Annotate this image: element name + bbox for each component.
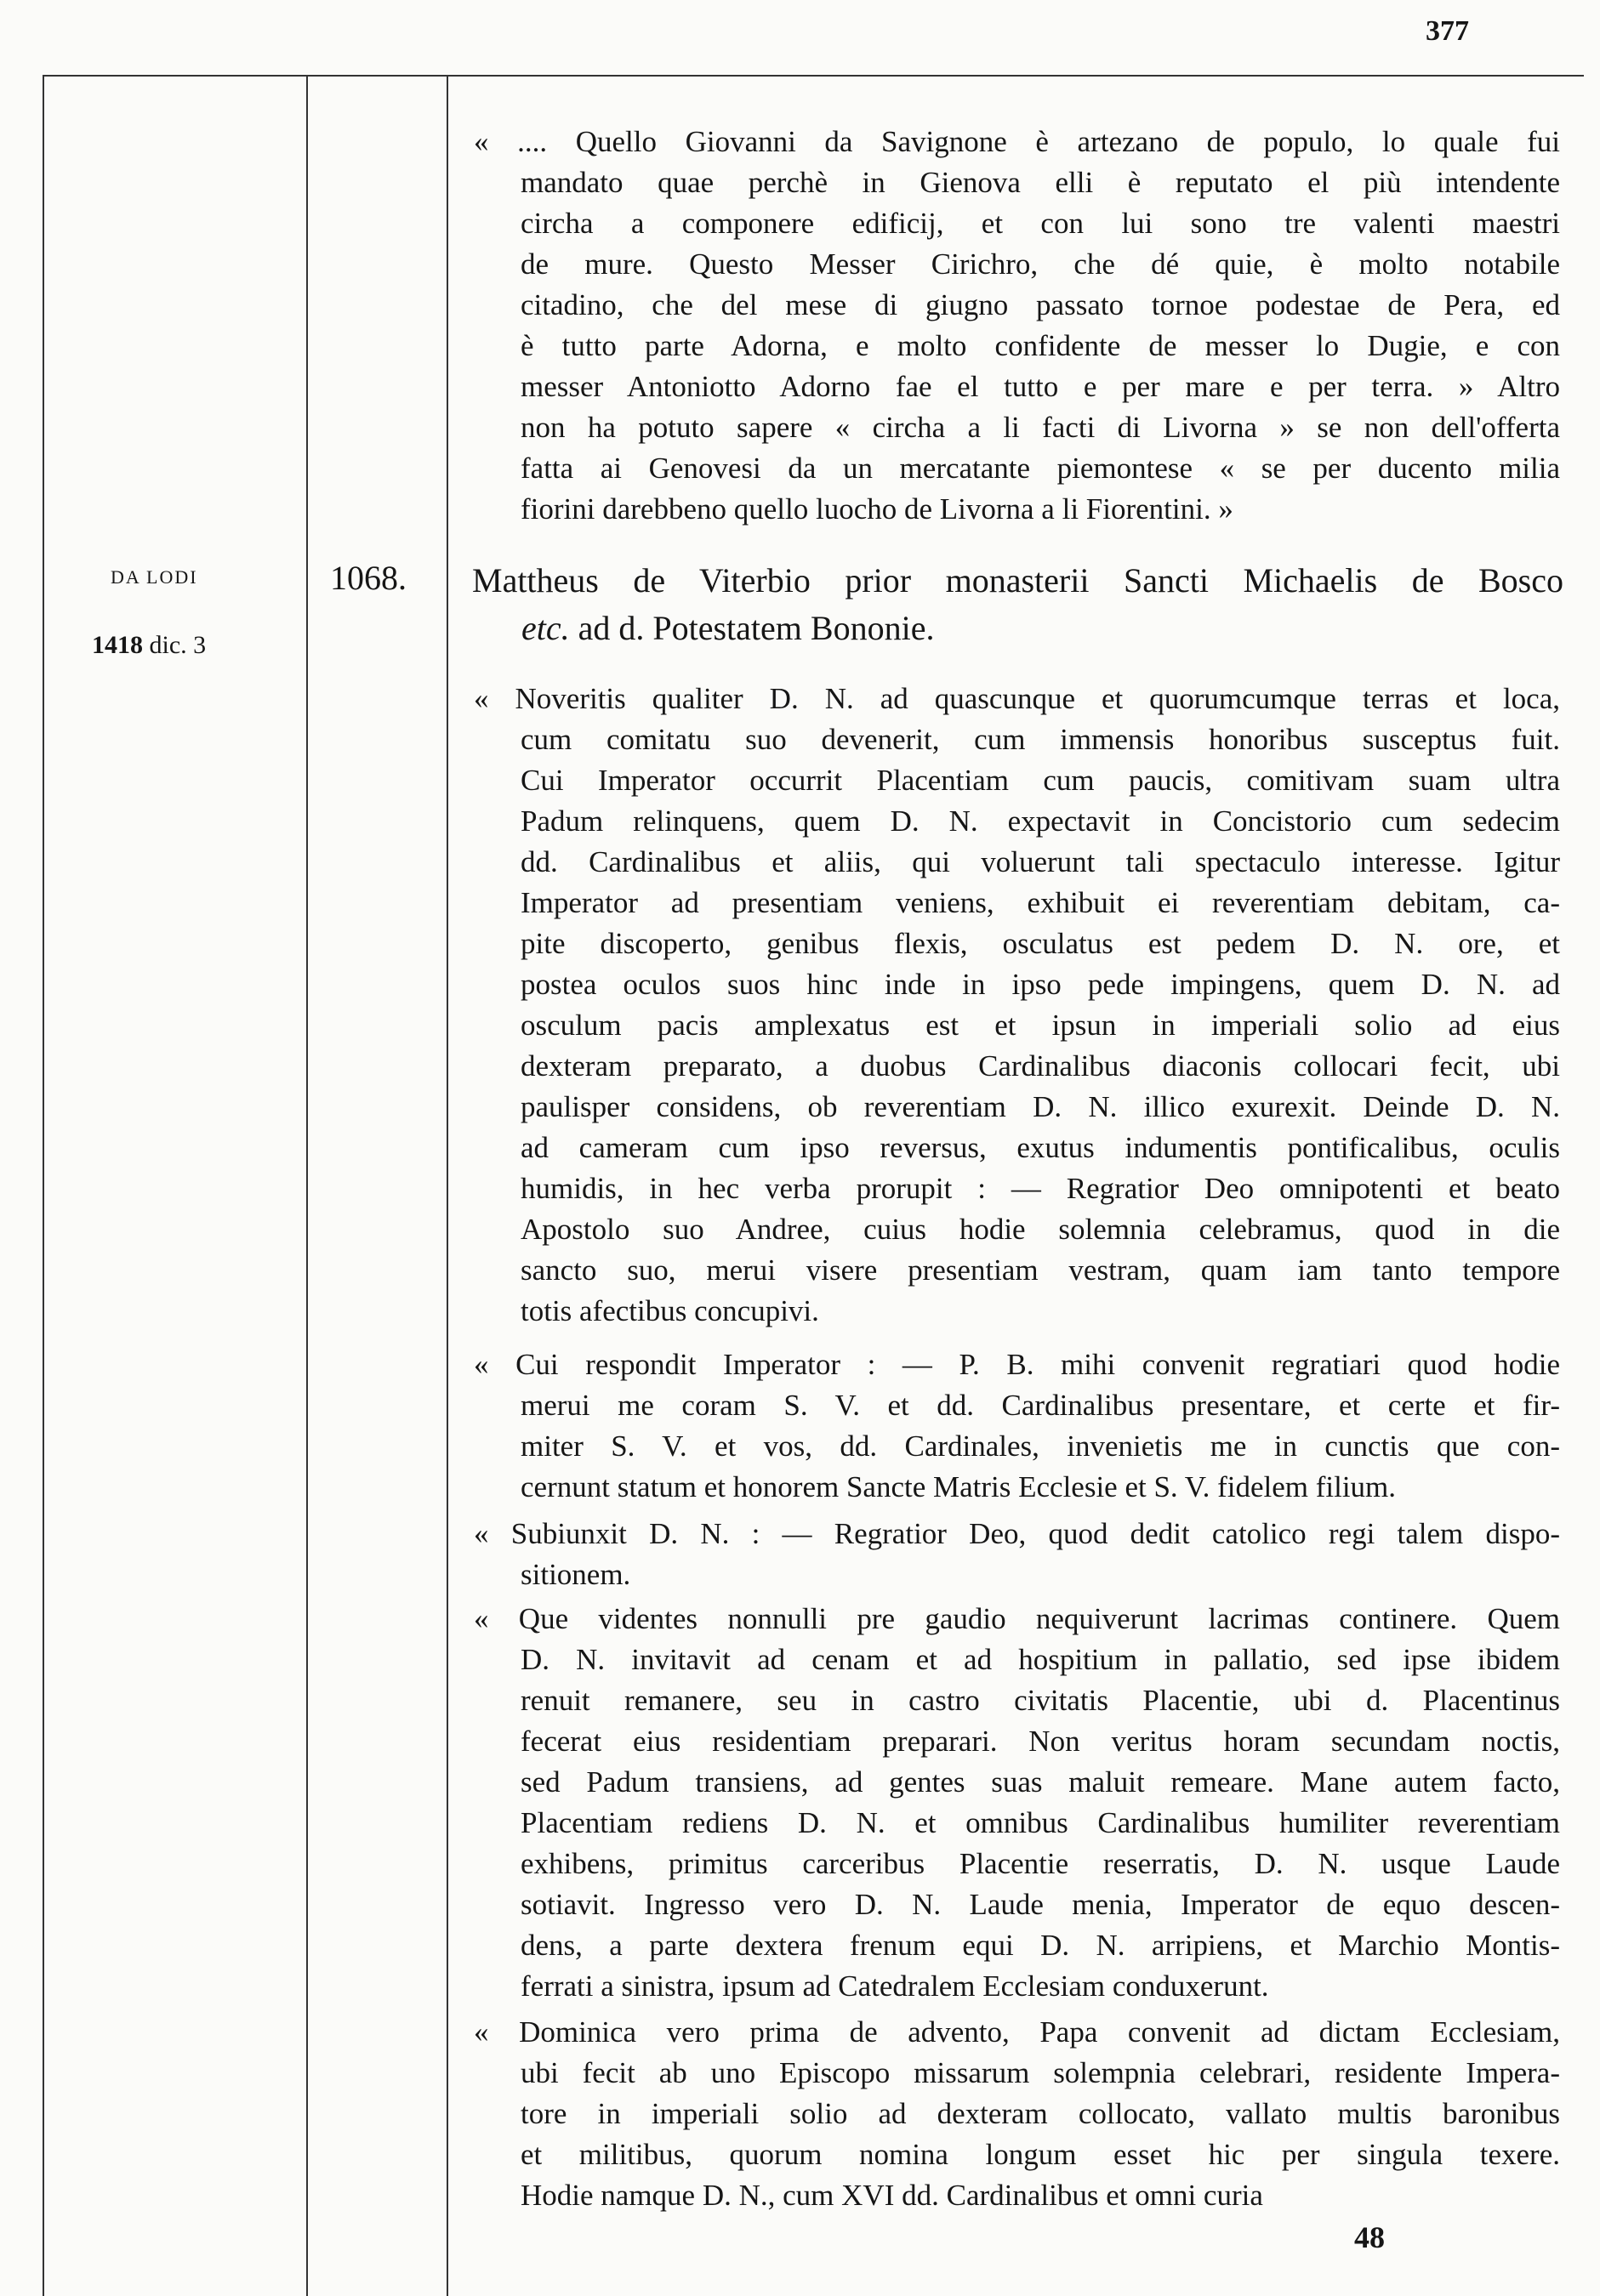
document-heading xyxy=(472,557,1563,652)
text-line: « Cui respondit Imperator : — P. B. mihi convenit regratiari quod hodie xyxy=(474,1348,1560,1381)
text-line: dd. Cardinalibus et aliis, qui voluerunt tali spectaculo interesse. Igitur xyxy=(521,845,1560,878)
text-line: messer Antoniotto Adorno fae el tutto e per mare e per terra. » Altro xyxy=(521,370,1560,403)
heading-etc: etc. xyxy=(521,609,570,647)
margin-date xyxy=(92,631,206,660)
text-line: totis afectibus concupivi. xyxy=(521,1294,819,1327)
text-line: merui me coram S. V. et dd. Cardinalibus presentare, et certe et fir- xyxy=(521,1389,1560,1422)
text-line: osculum pacis amplexatus est et ipsun in imperiali solio ad eius xyxy=(521,1009,1560,1042)
text-line: ad cameram cum ipso reversus, exutus indumentis pontificalibus, oculis xyxy=(521,1131,1560,1164)
text-line: Apostolo suo Andree, cuius hodie solemnia celebramus, quod in die xyxy=(521,1213,1560,1246)
paragraph-noveritis xyxy=(474,679,1560,1332)
text-line: de mure. Questo Messer Cirichro, che dé quie, è molto notabile xyxy=(521,247,1560,281)
paragraph-dominica xyxy=(474,2012,1560,2216)
text-line: paulisper considens, ob reverentiam D. N. illico exurexit. Deinde D. N. xyxy=(521,1090,1560,1123)
text-line: D. N. invitavit ad cenam et ad hospitium in pallatio, sed ipse ibidem xyxy=(521,1643,1560,1676)
paragraph-letter-excerpt xyxy=(474,122,1560,530)
signature-mark: 48 xyxy=(1354,2220,1385,2254)
text-line: « .... Quello Giovanni da Savignone è artezano de populo, lo quale fui xyxy=(474,125,1560,158)
text-line: tore in imperiali solio ad dexteram collocato, vallato multis baronibus xyxy=(521,2097,1560,2130)
text-line: cum comitatu suo devenerit, cum immensis honoribus susceptus fuit. xyxy=(521,723,1560,756)
text-line: Padum relinquens, quem D. N. expectavit in Concistorio cum sedecim xyxy=(521,804,1560,838)
text-line: dens, a parte dextera frenum equi D. N. arripiens, et Marchio Montis- xyxy=(521,1929,1560,1962)
text-line: fatta ai Genovesi da un mercatante piemontese « se per ducento milia xyxy=(521,452,1560,485)
column-rule-right xyxy=(447,77,448,2296)
text-line: ubi fecit ab uno Episcopo missarum solempnia celebrari, residente Impera- xyxy=(521,2056,1560,2089)
text-line: postea oculos suos hinc inde in ipso pede impingens, quem D. N. ad xyxy=(521,968,1560,1001)
text-line: fecerat eius residentiam preparari. Non veritus horam secundam noctis, xyxy=(521,1725,1560,1758)
heading-line xyxy=(472,605,1563,652)
column-rule-left xyxy=(43,77,44,2296)
text-line: non ha potuto sapere « circha a li facti di Livorna » se non dell'offerta xyxy=(521,411,1560,444)
text-line: ferrati a sinistra, ipsum ad Catedralem Ecclesiam conduxerunt. xyxy=(521,1969,1269,2003)
text-line: « Subiunxit D. N. : — Regratior Deo, quod dedit catolico regi talem dispo- xyxy=(474,1517,1560,1550)
text-line: exhibens, primitus carceribus Placentie reserratis, D. N. usque Laude xyxy=(521,1847,1560,1880)
text-line: Cui Imperator occurrit Placentiam cum paucis, comitivam suam ultra xyxy=(521,764,1560,797)
heading-line: Mattheus de Viterbio prior monasterii Sancti Michaelis de Bosco xyxy=(472,561,1563,600)
paragraph-subiunxit xyxy=(474,1514,1560,1595)
margin-year: 1418 xyxy=(92,631,143,659)
text-line: cernunt statum et honorem Sancte Matris Ecclesie et S. V. fidelem filium. xyxy=(521,1470,1397,1503)
text-line: sancto suo, merui visere presentiam vestram, quam iam tanto tempore xyxy=(521,1253,1560,1287)
page-number: 377 xyxy=(1426,15,1469,47)
text-line: fiorini darebbeno quello luocho de Livorna a li Fiorentini. » xyxy=(521,492,1233,526)
header-rule xyxy=(43,75,1584,77)
text-line: « Noveritis qualiter D. N. ad quascunque et quorumcumque terras et loca, xyxy=(474,682,1560,715)
text-line: è tutto parte Adorna, e molto confidente de messer lo Dugie, e con xyxy=(521,329,1560,362)
text-line: dexteram preparato, a duobus Cardinalibus diaconis collocari fecit, ubi xyxy=(521,1049,1560,1083)
text-line: citadino, che del mese di giugno passato tornoe podestae de Pera, ed xyxy=(521,288,1560,321)
margin-day: dic. 3 xyxy=(149,631,207,659)
paragraph-cui-respondit xyxy=(474,1344,1560,1508)
document-number: 1068. xyxy=(330,559,407,597)
column-rule-middle xyxy=(306,77,308,2296)
text-line: Imperator ad presentiam veniens, exhibuit ei reverentiam debitam, ca- xyxy=(521,886,1560,919)
margin-place: DA LODI xyxy=(111,566,198,588)
text-line: sed Padum transiens, ad gentes suas maluit remeare. Mane autem facto, xyxy=(521,1765,1560,1799)
heading-addressee: ad d. Potestatem Bononie. xyxy=(569,609,935,647)
text-line: sitionem. xyxy=(521,1558,631,1591)
text-line: Placentiam rediens D. N. et omnibus Cardinalibus humiliter reverentiam xyxy=(521,1806,1560,1839)
text-line: renuit remanere, seu in castro civitatis Placentie, ubi d. Placentinus xyxy=(521,1684,1560,1717)
text-line: Hodie namque D. N., cum XVI dd. Cardinalibus et omni curia xyxy=(521,2179,1263,2212)
text-line: « Dominica vero prima de advento, Papa convenit ad dictam Ecclesiam, xyxy=(474,2015,1560,2049)
text-line: et militibus, quorum nomina longum esset hic per singula texere. xyxy=(521,2138,1560,2171)
text-line: mandato quae perchè in Gienova elli è reputato el più intendente xyxy=(521,166,1560,199)
text-line: circha a componere edificij, et con lui sono tre valenti maestri xyxy=(521,207,1560,240)
paragraph-que-videntes xyxy=(474,1599,1560,2007)
text-line: sotiavit. Ingresso vero D. N. Laude menia, Imperator de equo descen- xyxy=(521,1888,1560,1921)
text-line: humidis, in hec verba prorupit : — Regratior Deo omnipotenti et beato xyxy=(521,1172,1560,1205)
text-line: miter S. V. et vos, dd. Cardinales, invenietis me in cunctis que con- xyxy=(521,1429,1560,1463)
text-line: « Que videntes nonnulli pre gaudio nequiverunt lacrimas continere. Quem xyxy=(474,1602,1560,1635)
text-line: pite discoperto, genibus flexis, osculatus est pedem D. N. ore, et xyxy=(521,927,1560,960)
